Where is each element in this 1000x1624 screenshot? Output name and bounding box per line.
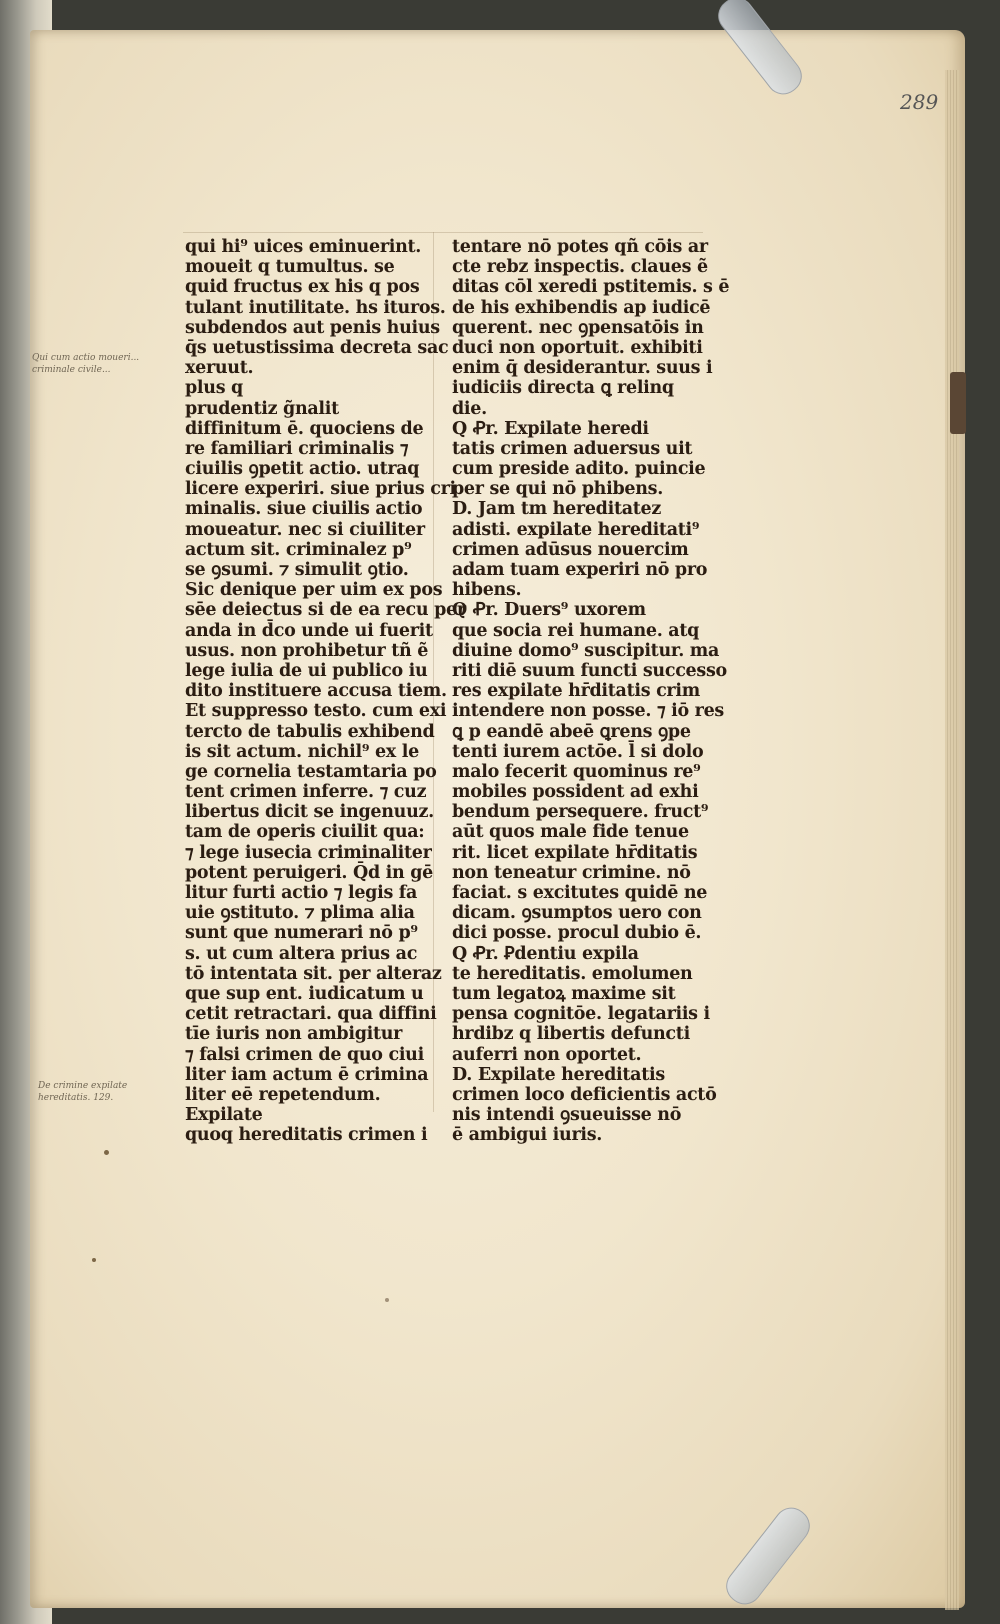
text-line: Sic denique per uim ex pos: [185, 580, 443, 601]
text-line: enim q̄ desiderantur. suus i: [452, 358, 713, 379]
text-line: rit. licet expilate hr̄ditatis: [452, 842, 698, 863]
text-line: tulant inutilitate. hs ituros.: [185, 297, 446, 318]
text-line: D. Expilate hereditatis: [452, 1064, 665, 1085]
text-line: Expilate: [185, 1105, 263, 1126]
folio-number: 289: [900, 90, 939, 114]
text-line: tercto de tabulis exhibend: [185, 721, 435, 742]
text-line: liter eē repetendum.: [185, 1084, 381, 1105]
text-line: dito instituere accusa tiem.: [185, 681, 447, 702]
text-line: ciuilis ꝯpetit actio. utraq: [185, 459, 420, 480]
text-line: hibens.: [452, 580, 522, 601]
text-line: tenti iurem actōe. l̄ si dolo: [452, 741, 704, 762]
text-line: bendum persequere. fruct⁹: [452, 802, 709, 823]
ruling-line: [183, 232, 703, 233]
text-line: quid fructus ex his q pos: [185, 277, 420, 298]
text-line: se ꝯsumi. ⁊ simulit ꝯtio.: [185, 560, 409, 580]
text-line: plus q: [185, 378, 243, 399]
page-edge: [945, 70, 959, 1610]
text-line: moueatur. nec si ciuiliter: [185, 519, 425, 540]
text-line: uie ꝯstituto. ⁊ plima alia: [185, 903, 415, 924]
text-line: quoq hereditatis crimen i: [185, 1125, 428, 1146]
text-line: res expilate hr̄ditatis crim: [452, 681, 700, 702]
text-line: Et suppresso testo. cum exi: [185, 701, 447, 722]
text-line: diffinitum ē. quociens de: [185, 418, 424, 439]
text-line: qui hi⁹ uices eminuerint.: [185, 237, 422, 257]
text-line: ge cornelia testamtaria po: [185, 761, 437, 782]
text-line: riti diē suum functi successo: [452, 660, 727, 681]
text-line: D. Jam tm hereditatez: [452, 499, 662, 520]
text-line: ⁊ lege iusecia criminaliter: [185, 842, 432, 863]
text-line: pensa cognitōe. legatariis i: [452, 1004, 710, 1025]
text-line: auferri non oportet.: [452, 1044, 642, 1065]
text-line: ē ambigui iuris.: [452, 1125, 603, 1146]
text-line: ditas cōl xeredi pstitemis. s ē: [452, 277, 730, 298]
text-line: duci non oportuit. exhibiti: [452, 337, 703, 358]
stain-spot: [104, 1150, 109, 1155]
text-line: die.: [452, 398, 487, 419]
text-line: Q Ꝓr. Expilate heredi: [452, 418, 649, 439]
text-line: anda in d̄co unde ui fuerit: [185, 620, 433, 641]
text-line: ⁊ falsi crimen de quo ciui: [185, 1044, 424, 1065]
text-line: hrdibz q libertis defuncti: [452, 1024, 690, 1045]
text-line: potent peruigeri. Q̄d in gē: [185, 862, 434, 883]
text-line: tam de operis ciuilit qua:: [185, 822, 425, 843]
text-line: diuine domo⁹ suscipitur. ma: [452, 640, 720, 661]
text-line: cum preside adito. puincie: [452, 459, 706, 480]
text-line: libertus dicit se ingenuuz.: [185, 802, 434, 823]
text-line: adam tuam experiri nō pro: [452, 560, 708, 580]
text-line: lege iulia de ui publico iu: [185, 660, 428, 681]
text-line: non teneatur crimine. nō: [452, 862, 691, 883]
text-line: per se qui nō phibens.: [452, 479, 663, 500]
stain-spot: [92, 1258, 96, 1262]
margin-note: De crimine expilate hereditatis. 129.: [38, 1081, 128, 1103]
text-column-right: [452, 237, 730, 1146]
text-line: licere experiri. siue prius cri: [185, 479, 456, 500]
text-line: dicam. ꝯsumptos uero con: [452, 903, 702, 924]
text-line: iudiciis directa ꝗ relinq: [452, 378, 674, 399]
text-line: minalis. siue ciuilis actio: [185, 499, 423, 520]
text-line: cetit retractari. qua diffini: [185, 1004, 437, 1025]
text-line: faciat. s excitutes quidē ne: [452, 883, 708, 903]
text-line: tent crimen inferre. ⁊ cuz: [185, 782, 427, 803]
text-column-left: [185, 237, 466, 1146]
text-line: tum legatoꝝ maxime sit: [452, 983, 676, 1004]
text-line: tatis crimen aduersus uit: [452, 438, 693, 459]
text-line: mobiles possident ad exhi: [452, 782, 699, 803]
stain-spot: [385, 1298, 389, 1302]
text-line: litur furti actio ⁊ legis fa: [185, 883, 418, 903]
text-line: liter iam actum ē crimina: [185, 1064, 429, 1085]
text-line: actum sit. criminalez p⁹: [185, 539, 412, 560]
text-line: crimen loco deficientis actō: [452, 1084, 717, 1105]
text-line: usus. non prohibetur tñ ẽ: [185, 640, 429, 661]
text-line: adisti. expilate hereditati⁹: [452, 519, 700, 540]
text-line: prudentiz g̃nalit: [185, 398, 339, 419]
text-line: re familiari criminalis ⁊: [185, 438, 409, 459]
margin-note: Qui cum actio moueri... criminale civile...: [32, 353, 140, 375]
text-line: Q Ꝓr. Ꝑdentiu expila: [452, 943, 639, 964]
text-line: tentare nō potes qñ cōis ar: [452, 237, 708, 257]
text-line: nis intendi ꝯsueuisse nō: [452, 1105, 682, 1126]
text-line: sēe deiectus si de ea recu per: [185, 600, 466, 621]
text-line: sunt que numerari nō p⁹: [185, 923, 418, 944]
text-line: is sit actum. nichil⁹ ex le: [185, 741, 419, 762]
text-line: te hereditatis. emolumen: [452, 963, 693, 984]
text-line: malo fecerit quominus re⁹: [452, 761, 701, 782]
text-line: cte rebz inspectis. claues ẽ: [452, 257, 708, 278]
text-line: dici posse. procul dubio ē.: [452, 923, 702, 944]
text-line: ꝗ p eandē abeē ꝗrens ꝯpe: [452, 721, 691, 742]
text-line: que socia rei humane. atq: [452, 620, 700, 641]
text-line: moueit q tumultus. se: [185, 257, 395, 278]
text-line: querent. nec ꝯpensatōis in: [452, 317, 704, 338]
text-line: aūt quos male fide tenue: [452, 822, 689, 843]
text-line: crimen adūsus nouercim: [452, 539, 689, 560]
text-line: de his exhibendis ap iudicē: [452, 297, 711, 318]
text-line: Q Ꝓr. Duers⁹ uxorem: [452, 600, 646, 621]
leather-tab: [950, 372, 966, 434]
text-line: tō intentata sit. per alteraz: [185, 963, 442, 984]
text-line: xeruut.: [185, 358, 254, 379]
text-line: s. ut cum altera prius ac: [185, 943, 418, 964]
text-line: q̄s uetustissima decreta sac: [185, 337, 449, 358]
text-line: tīe iuris non ambigitur: [185, 1024, 403, 1045]
text-line: subdendos aut penis huius: [185, 317, 440, 338]
text-line: que sup ent. iudicatum u: [185, 983, 424, 1004]
text-line: intendere non posse. ⁊ iō res: [452, 701, 724, 722]
